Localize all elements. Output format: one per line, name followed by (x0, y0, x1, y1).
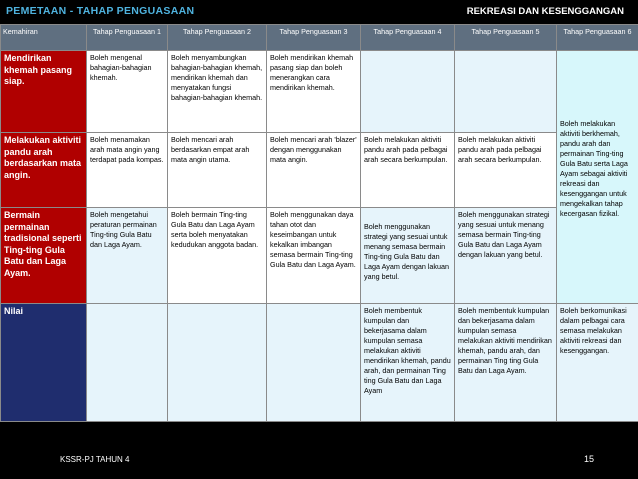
level-6-text: Boleh melakukan aktiviti berkhemah, pandu arah dan permainan Ting-ting Gula Batu serta Laga Ayam sebagai aktiviti rekreasi dan kesenggangan untuk mengekalkan tahap kecergasan fizikal. (560, 119, 628, 218)
table-cell: Boleh mencari arah 'blazer' dengan menggunakan mata angin. (267, 133, 361, 208)
table-cell: Boleh menamakan arah mata angin yang terdapat pada kompas. (87, 133, 168, 208)
merged-level-6-cell (557, 51, 638, 304)
skill-label: Melakukan aktiviti pandu arah berdasarkan mata angin. (1, 133, 87, 208)
column-header: Tahap Penguasaan 6 (557, 25, 638, 51)
page-title: PEMETAAN - TAHAP PENGUASAAN (6, 5, 195, 17)
footer (0, 426, 638, 479)
column-header: Kemahiran (1, 25, 87, 51)
table-cell: Boleh membentuk kumpulan dan bekerjasama dalam kumpulan semasa melakukan aktiviti mendirikan khemah, pandu arah, dan permainan Ting ting Gula Batu dan Laga Ayam. (455, 304, 557, 422)
table-cell: Boleh mengenal bahagian-bahagian khemah. (87, 51, 168, 133)
column-header: Tahap Penguasaan 3 (267, 25, 361, 51)
skill-label: Mendirikan khemah pasang siap. (1, 51, 87, 133)
footer-label: KSSR-PJ TAHUN 4 (60, 455, 130, 464)
table-cell: Boleh berkomunikasi dalam pelbagai cara semasa melakukan aktiviti rekreasi dan kesenggangan. (557, 304, 638, 422)
table-cell: Boleh menggunakan strategi yang sesuai untuk menang semasa bermain Ting-ting Gula Batu dan Laga Ayam dengan lakuan yang betul. (361, 208, 455, 304)
mapping-table (0, 24, 638, 422)
table-cell: Boleh menyambungkan bahagian-bahagian khemah, mendirikan khemah dan menyatakan fungsi bahagian-bahagian khemah. (168, 51, 267, 133)
table-cell (267, 304, 361, 422)
table-row (1, 208, 638, 304)
table-cell: Boleh menggunakan daya tahan otot dan keseimbangan untuk kekalkan imbangan semasa bermain Ting-ting Gula Batu dan Laga Ayam. (267, 208, 361, 304)
table-cell (455, 51, 557, 133)
skill-label: Bermain permainan tradisional seperti Ting-ting Gula Batu dan Laga Ayam. (1, 208, 87, 304)
table-cell: Boleh menggunakan strategi yang sesuai untuk menang semasa bermain Ting-ting Gula Batu dan Laga Ayam dengan lakuan yang betul. (455, 208, 557, 304)
table-cell: Boleh melakukan aktiviti pandu arah pada pelbagai arah secara berkumpulan. (361, 133, 455, 208)
table-cell: Boleh membentuk kumpulan dan bekerjasama dalam kumpulan semasa melakukan aktiviti mendirikan khemah, pandu arah, dan permainan Ting ting Gula Batu dan Laga Ayam (361, 304, 455, 422)
table-row (1, 304, 638, 422)
page-number: 15 (583, 454, 594, 464)
table-cell (361, 51, 455, 133)
column-header: Tahap Penguasaan 4 (361, 25, 455, 51)
table-row (1, 133, 638, 208)
table-cell: Boleh melakukan aktiviti pandu arah pada pelbagai arah secara berkumpulan. (455, 133, 557, 208)
title-bar (0, 0, 638, 24)
table-cell: Boleh bermain Ting-ting Gula Batu dan Laga Ayam serta boleh menyatakan kedudukan anggota badan. (168, 208, 267, 304)
column-header: Tahap Penguasaan 2 (168, 25, 267, 51)
table-cell: Boleh mengetahui peraturan permainan Ting-ting Gula Batu dan Laga Ayam. (87, 208, 168, 304)
table-cell (168, 304, 267, 422)
table-header-row (1, 25, 638, 51)
column-header: Tahap Penguasaan 1 (87, 25, 168, 51)
table-cell: Boleh mencari arah berdasarkan empat arah mata angin utama. (168, 133, 267, 208)
column-header: Tahap Penguasaan 5 (455, 25, 557, 51)
table-cell (87, 304, 168, 422)
table-cell: Boleh mendirikan khemah pasang siap dan boleh menerangkan cara mendirikan khemah. (267, 51, 361, 133)
table-row (1, 51, 638, 133)
page-subtitle: REKREASI DAN KESENGGANGAN (466, 6, 624, 17)
skill-label: Nilai (1, 304, 87, 422)
